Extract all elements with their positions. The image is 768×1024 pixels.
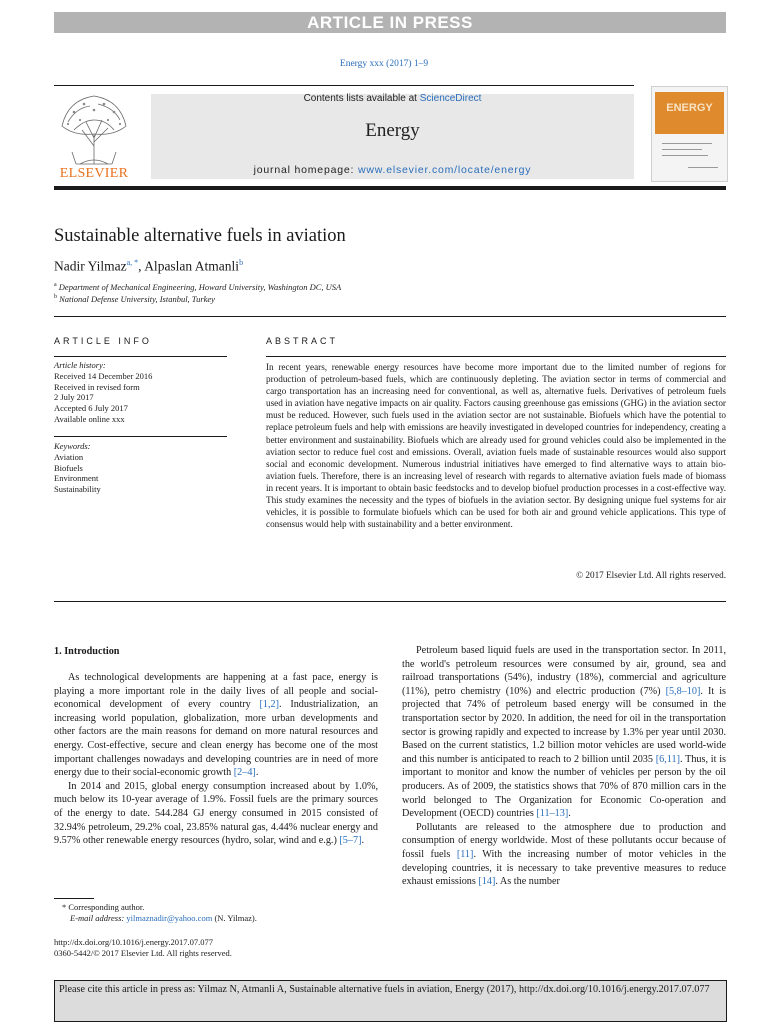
history-item: Received in revised form [54, 381, 140, 392]
contents-prefix: Contents lists available at [303, 93, 420, 104]
masthead-top-rule [54, 85, 634, 86]
journal-cover-thumbnail[interactable] [651, 86, 728, 182]
reference-link[interactable]: [1,2] [259, 699, 280, 711]
cover-text-line [662, 149, 702, 150]
paragraph-text: . Thus, it is important to monitor and know the number of vehicles per person by the oil producers. As of 2009, the statistics shows that 70% of 870 million cars in the world belonged to The Organization for Economic Co-operation and Development (OECD) countries [402, 753, 726, 820]
author-separator: , [138, 258, 145, 274]
paragraph-text: . With the increasing number of motor vehicles in the developing countries, it is necessary to take preventive measures to reduce exhaust emissions [402, 848, 726, 888]
journal-citation[interactable]: Energy xxx (2017) 1–9 [339, 59, 429, 69]
reference-link[interactable]: [11] [456, 848, 474, 860]
keyword-item: Aviation [54, 451, 84, 462]
journal-homepage-link[interactable]: www.elsevier.com/locate/energy [357, 164, 532, 176]
reference-link[interactable]: [5,8–10] [665, 685, 701, 697]
keywords [54, 441, 101, 495]
paragraph-text: As technological developments are happening at a fast pace, energy is playing a more important role in the daily lives of all people and social-economical development of every country [54, 672, 378, 711]
affiliation-mark: a [54, 282, 57, 289]
paragraph-text: . [255, 767, 259, 779]
masthead-bottom-rule [54, 186, 726, 190]
affiliation [54, 294, 215, 304]
article-in-press-banner: ARTICLE IN PRESS [54, 12, 726, 33]
paragraph-text: Pollutants are released to the atmosphere due to production and consumption of energy worldwide. Most of these pollutants occur because of fossil fuels [402, 821, 726, 860]
abstract-rule [266, 356, 726, 357]
author-name: Nadir Yilmaz [54, 258, 127, 274]
history-item: 2 July 2017 [54, 392, 94, 403]
article-info-rule [54, 356, 227, 357]
history-item: Received 14 December 2016 [54, 370, 153, 381]
paper-title: Sustainable alternative fuels in aviation [54, 226, 346, 246]
author-affil-mark[interactable]: a, * [126, 258, 139, 267]
history-item: Accepted 6 July 2017 [54, 403, 128, 414]
abstract-text: In recent years, renewable energy resources have become more important due to the limited number of regions for production of petroleum-based fuels, which are continuously depleting. The aviation sector in terms of commercial and cargo transportation has an increasing need for conventional, as well as, alternative fuels. Derivatives of petroleum fuels used in aviation have negative impacts on air quality. Factors causing greenhouse gas emissions (GHG) in the aviation sector must be reduced. However, such fuels used in the aviation sector are not sustainable. Biofuels which have the potential to replace petroleum fuels and help with emissions are heavily investigated in developed countries for independency, creating a better environment and sustainability. Biofuels which are already used for ground vehicles could also be implemented in the aviation sector to reduce fuel cost and emissions. Overall, aviation fuels made of sustainable resources would also support social and economic development. Numerous industrial initiatives have emerged to find alternative ways to attain bio-aviation fuels. Therefore, there is an increasing level of research with regards to alternative aviation fuels made of biomass in recent years. It is important to obtain basic feedstocks and to develop biofuel production processes in a cost-effective way. This study examines the necessity and the types of biofuels in the aviation sector. By designing unique fuel systems for air vehicles, it is possible to formulate biofuels which can be used for both air and ground vehicle applications. This type of consensus would help with sustainability and a better environment. [266, 362, 726, 530]
keyword-item: Sustainability [54, 484, 101, 495]
abstract-heading: ABSTRACT [266, 336, 339, 346]
paragraph-text: . [568, 808, 571, 820]
reference-link[interactable]: [2–4] [233, 767, 256, 779]
body-left-column [54, 671, 378, 848]
title-block-rule [54, 316, 726, 317]
author-email-link[interactable]: yilmaznadir@yahoo.com [126, 913, 213, 923]
affiliation-mark: b [54, 294, 57, 301]
paragraph-text: . Industrialization, an increasing world population, globalization, more urban developments and other factors are the main reasons for demand on more natural resources and energy. Cost-effective, secure and clean energy has become one of the most important challenges nowadays and developing countries are in need of more energy due to their social-economic growth [54, 699, 378, 779]
elsevier-wordmark[interactable]: ELSEVIER [59, 166, 129, 181]
email-footnote [70, 913, 257, 923]
corresponding-author-note: * Corresponding author. [62, 902, 145, 912]
keyword-item: Biofuels [54, 462, 83, 473]
homepage-prefix: journal homepage: [253, 164, 358, 176]
sciencedirect-link[interactable]: ScienceDirect [419, 93, 482, 104]
journal-homepage-line [151, 164, 634, 176]
paragraph-text: . As the number [495, 876, 560, 888]
section-heading-introduction: 1. Introduction [54, 646, 120, 657]
paragraph-text: Petroleum based liquid fuels are used in the transportation sector. In 2011, the world's petroleum resources were consumed by air, ground, sea and railroad transportations (54%), industry (18%), commercial and agriculture (11%), petro chemistry (10%) and electric production (7%) [402, 645, 726, 697]
author-name: Alpaslan Atmanli [144, 258, 240, 274]
email-suffix: (N. Yilmaz). [212, 913, 257, 923]
journal-name: Energy [365, 120, 420, 141]
reference-link[interactable]: [14] [478, 876, 496, 888]
paragraph [54, 671, 378, 780]
cover-text-line [662, 155, 708, 156]
cover-text-line [688, 167, 718, 168]
issn-line: 0360-5442/© 2017 Elsevier Ltd. All rights reserved. [54, 948, 232, 958]
keywords-rule [54, 436, 227, 437]
reference-link[interactable]: [5–7] [339, 835, 362, 847]
reference-link[interactable]: [6,11] [655, 753, 680, 765]
history-item: Available online xxx [54, 413, 125, 424]
reference-link[interactable]: [11–13] [536, 808, 569, 820]
keyword-item: Environment [54, 473, 99, 484]
paragraph [402, 821, 726, 889]
contents-available-line [151, 93, 634, 104]
affiliation-text: National Defense University, Istanbul, Turkey [59, 294, 215, 304]
cover-title: ENERGY [666, 102, 713, 114]
body-right-column [402, 644, 726, 889]
footnote-rule [54, 898, 94, 899]
paragraph-text: In 2014 and 2015, global energy consumption increased about by 1.0%, much below its 10-year average of 1.9%. Fossil fuels are the primary sources of the energy to date. 544.284 GJ energy consumed in 2015 consisted of 32.94% petroleum, 29.2% coal, 23.85% natural gas, 4.44% nuclear energy and 9.57% other renewable energy resources (hydro, solar, wind and e.g.) [54, 780, 378, 847]
author-affil-mark[interactable]: b [239, 258, 244, 267]
abstract-bottom-rule [54, 601, 726, 602]
paragraph [54, 780, 378, 848]
abstract-copyright: © 2017 Elsevier Ltd. All rights reserved. [576, 570, 726, 580]
paragraph-text: . [361, 835, 365, 847]
email-label: E-mail address: [70, 913, 127, 923]
doi-link[interactable]: http://dx.doi.org/10.1016/j.energy.2017.07.077 [54, 937, 213, 947]
cite-this-article-box: Please cite this article in press as: Yilmaz N, Atmanli A, Sustainable alternative fuels in aviation, Energy (2017), http://dx.doi.org/10.1016/j.energy.2017.07.077 [54, 980, 727, 1022]
keywords-label: Keywords: [54, 441, 91, 451]
paragraph [402, 644, 726, 821]
article-history-label: Article history: [54, 360, 106, 370]
affiliation-text: Department of Mechanical Engineering, Howard University, Washington DC, USA [58, 282, 342, 292]
article-history [54, 360, 152, 425]
paragraph-text: . It is projected that 74% of petroleum based energy will be consumed in the transportation sector by 2020. In addition, the need for oil in the transportation sector is growing rapidly and expected to increase by 1.3% per year until 2030. Based on the current statistics, 1.2 billion motor vehicles are used world-wide and this number is anticipated to reach to 2 billion until 2035 [402, 685, 726, 765]
affiliation [54, 282, 341, 292]
author-list [54, 258, 243, 275]
cover-text-line [662, 143, 712, 144]
article-info-heading: ARTICLE INFO [54, 336, 152, 346]
